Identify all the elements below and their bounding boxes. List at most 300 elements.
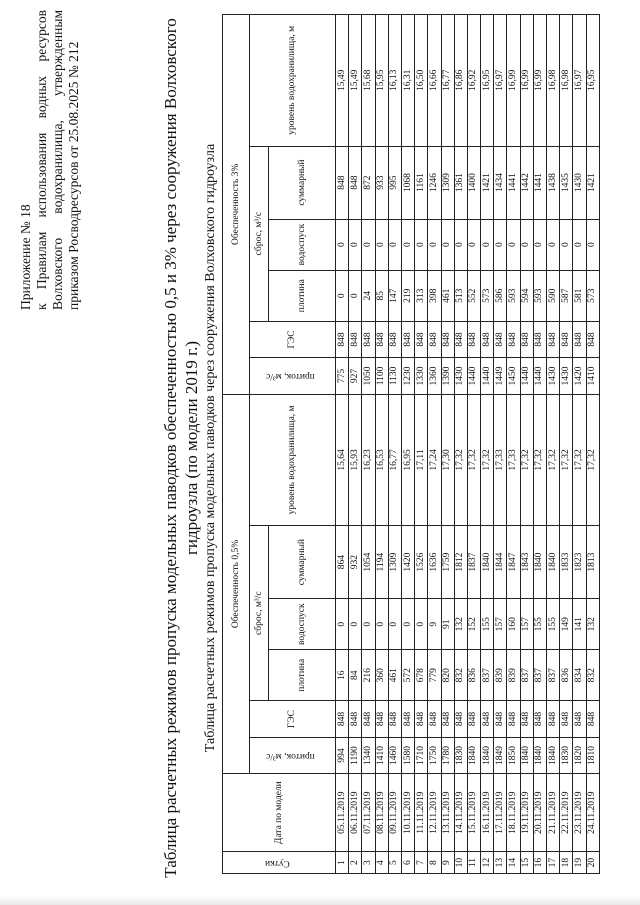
header-p05: Обеспеченность 0,5% [223, 394, 250, 774]
table-cell: 155 [547, 599, 560, 650]
header-dam-a: плотина [269, 650, 336, 701]
table-cell: 17,32 [467, 394, 480, 525]
table-cell: 23.11.2019 [573, 774, 586, 852]
table-cell: 572 [401, 650, 414, 701]
table-cell: 219 [401, 270, 414, 321]
table-cell: 15,49 [349, 15, 362, 147]
table-cell: 18.11.2019 [507, 774, 520, 852]
table-cell: 848 [507, 321, 520, 357]
table-cell: 832 [454, 650, 467, 701]
table-cell: 1636 [428, 526, 441, 599]
table-cell: 848 [415, 321, 428, 357]
table-cell: 16,77 [388, 394, 401, 525]
table-cell: 775 [336, 358, 349, 394]
table-row [560, 15, 573, 874]
table-cell: 848 [573, 321, 586, 357]
table-cell: 1421 [586, 146, 599, 219]
table-cell: 4 [375, 852, 388, 874]
table-cell: 17,32 [520, 394, 533, 525]
table-cell: 1460 [388, 737, 401, 773]
table-cell: 85 [375, 270, 388, 321]
table-cell: 0 [428, 219, 441, 270]
table-cell: 155 [533, 599, 546, 650]
table-cell: 141 [573, 599, 586, 650]
table-cell: 594 [520, 270, 533, 321]
table-cell: 10 [454, 852, 467, 874]
appendix-number: Приложение № 18 [18, 204, 33, 310]
table-cell: 18 [560, 852, 573, 874]
table-cell: 16,23 [362, 394, 375, 525]
table-cell: 09.11.2019 [388, 774, 401, 852]
table-cell: 1837 [467, 526, 480, 599]
table-row [547, 15, 560, 874]
table-cell: 13.11.2019 [441, 774, 454, 852]
table-cell: 848 [573, 701, 586, 737]
table-cell: 1421 [481, 146, 494, 219]
table-cell: 848 [560, 701, 573, 737]
header-dam-b: плотина [269, 270, 336, 321]
table-cell: 1442 [520, 146, 533, 219]
table-cell: 0 [573, 219, 586, 270]
table-cell: 848 [441, 701, 454, 737]
table-cell: 1440 [481, 358, 494, 394]
table-cell: 1840 [481, 526, 494, 599]
table-cell: 837 [520, 650, 533, 701]
table-cell: 16,99 [533, 15, 546, 147]
table-cell: 848 [401, 701, 414, 737]
table-cell: 1130 [388, 358, 401, 394]
table-cell: 590 [547, 270, 560, 321]
table-cell: 16,50 [415, 15, 428, 147]
table-cell: 17.11.2019 [494, 774, 507, 852]
table-cell: 1840 [547, 737, 560, 773]
table-cell: 157 [520, 599, 533, 650]
table-cell: 1840 [533, 737, 546, 773]
table-cell: 848 [336, 701, 349, 737]
table-cell: 10.11.2019 [401, 774, 414, 852]
table-cell: 839 [507, 650, 520, 701]
table-cell: 16,77 [441, 15, 454, 147]
table-cell: 0 [375, 599, 388, 650]
table-cell: 8 [428, 852, 441, 874]
table-cell: 06.11.2019 [349, 774, 362, 852]
table-cell: 1812 [454, 526, 467, 599]
table-cell: 1840 [467, 737, 480, 773]
table-cell: 848 [336, 321, 349, 357]
table-cell: 0 [586, 219, 599, 270]
table-cell: 0 [362, 599, 375, 650]
table-cell: 848 [520, 701, 533, 737]
table-cell: 07.11.2019 [362, 774, 375, 852]
table-row [481, 15, 494, 874]
table-cell: 848 [507, 701, 520, 737]
table-cell: 836 [560, 650, 573, 701]
table-cell: 0 [388, 219, 401, 270]
document-title: Таблица расчетных режимов пропуска модельных паводков обеспеченностью 0,5 и 3% через сооружения Волховского гидроузла (по модели 2019 г.) [161, 18, 201, 878]
table-cell: 1194 [375, 526, 388, 599]
table-body [336, 15, 600, 874]
table-row [507, 15, 520, 874]
table-cell: 848 [481, 701, 494, 737]
table-cell: 0 [349, 270, 362, 321]
table-cell: 1441 [507, 146, 520, 219]
table-cell: 0 [336, 599, 349, 650]
table-cell: 1844 [494, 526, 507, 599]
table-cell: 15,95 [375, 15, 388, 147]
table-cell: 848 [349, 321, 362, 357]
table-cell: 0 [336, 219, 349, 270]
table-cell: 1430 [560, 358, 573, 394]
table-cell: 872 [362, 146, 375, 219]
table-cell: 1435 [560, 146, 573, 219]
table-row [586, 15, 599, 874]
header-date: Дата по модели [223, 774, 336, 852]
table-cell: 848 [388, 321, 401, 357]
table-cell: 12 [481, 852, 494, 874]
appendix-text: к Правилам использования водных ресурсов Волховского водохранилища, утвержденным приказом Росводресурсов от 25.08.2025 № 212 [34, 10, 81, 310]
table-cell: 1840 [547, 526, 560, 599]
table-cell: 1309 [441, 146, 454, 219]
table-cell: 779 [428, 650, 441, 701]
table-cell: 513 [454, 270, 467, 321]
table-cell: 16,95 [481, 15, 494, 147]
header-discharge-b: сброс, м³/с [250, 146, 269, 321]
table-cell: 1430 [547, 358, 560, 394]
table-subtitle: Таблица расчетных режимов пропуска модельных паводков через сооружения Волховского гидроузла [203, 143, 218, 753]
table-cell: 0 [454, 219, 467, 270]
table-cell: 6 [401, 852, 414, 874]
table-cell: 864 [336, 526, 349, 599]
table-cell: 0 [349, 599, 362, 650]
table-cell: 848 [415, 701, 428, 737]
table-cell: 7 [415, 852, 428, 874]
appendix-header [18, 10, 82, 310]
table-cell: 0 [362, 219, 375, 270]
table-cell: 0 [560, 219, 573, 270]
table-row [520, 15, 533, 874]
table-cell: 1449 [494, 358, 507, 394]
table-cell: 15.11.2019 [467, 774, 480, 852]
table-cell: 552 [467, 270, 480, 321]
table-cell: 1847 [507, 526, 520, 599]
table-cell: 0 [415, 219, 428, 270]
table-cell: 848 [362, 321, 375, 357]
table-cell: 848 [375, 321, 388, 357]
table-cell: 461 [441, 270, 454, 321]
table-cell: 0 [467, 219, 480, 270]
table-cell: 1230 [401, 358, 414, 394]
table-cell: 15 [520, 852, 533, 874]
table-cell: 1050 [362, 358, 375, 394]
table-cell: 132 [454, 599, 467, 650]
table-cell: 1190 [349, 737, 362, 773]
table-cell: 848 [533, 701, 546, 737]
table-cell: 17,32 [560, 394, 573, 525]
table-cell: 1450 [507, 358, 520, 394]
table-cell: 16,92 [467, 15, 480, 147]
header-hpp-b: ГЭС [250, 321, 336, 357]
table-cell: 1849 [494, 737, 507, 773]
table-cell: 1820 [573, 737, 586, 773]
table-row [573, 15, 586, 874]
table-cell: 16,53 [375, 394, 388, 525]
table-cell: 16,95 [586, 15, 599, 147]
table-cell: 132 [586, 599, 599, 650]
scan-edge [0, 895, 640, 905]
table-cell: 1340 [362, 737, 375, 773]
table-cell: 0 [349, 219, 362, 270]
table-cell: 848 [349, 146, 362, 219]
table-cell: 848 [336, 146, 349, 219]
table-cell: 1430 [573, 146, 586, 219]
table-cell: 1360 [428, 358, 441, 394]
header-spillway-a: водоспуск [269, 599, 336, 650]
table-cell: 16,98 [547, 15, 560, 147]
table-row [533, 15, 546, 874]
table-cell: 22.11.2019 [560, 774, 573, 852]
table-cell: 848 [494, 321, 507, 357]
table-cell: 848 [494, 701, 507, 737]
table-cell: 848 [547, 321, 560, 357]
table-cell: 08.11.2019 [375, 774, 388, 852]
table-cell: 1840 [533, 526, 546, 599]
table-cell: 0 [388, 599, 401, 650]
table-cell: 834 [573, 650, 586, 701]
table-cell: 155 [481, 599, 494, 650]
table-cell: 1309 [388, 526, 401, 599]
table-cell: 848 [388, 701, 401, 737]
table-cell: 1420 [401, 526, 414, 599]
table-cell: 1361 [454, 146, 467, 219]
table-cell: 1161 [415, 146, 428, 219]
table-cell: 16 [533, 852, 546, 874]
table-cell: 678 [415, 650, 428, 701]
table-cell: 16,86 [454, 15, 467, 147]
table-cell: 837 [547, 650, 560, 701]
table-cell: 848 [441, 321, 454, 357]
table-cell: 15,64 [336, 394, 349, 525]
table-cell: 848 [520, 321, 533, 357]
table-cell: 20.11.2019 [533, 774, 546, 852]
table-cell: 05.11.2019 [336, 774, 349, 852]
header-day: Сутки [223, 852, 336, 874]
table-cell: 1438 [547, 146, 560, 219]
table-cell: 17,32 [533, 394, 546, 525]
table-cell: 848 [586, 701, 599, 737]
table-cell: 1390 [441, 358, 454, 394]
table-cell: 1833 [560, 526, 573, 599]
table-cell: 1580 [401, 737, 414, 773]
table-cell: 17,32 [586, 394, 599, 525]
table-cell: 16,97 [573, 15, 586, 147]
table-cell: 0 [415, 599, 428, 650]
table-row [401, 15, 414, 874]
table-cell: 16,98 [560, 15, 573, 147]
table-cell: 820 [441, 650, 454, 701]
table-cell: 1440 [467, 358, 480, 394]
table-cell: 1813 [586, 526, 599, 599]
table-cell: 9 [428, 599, 441, 650]
table-cell: 17,32 [547, 394, 560, 525]
table-cell: 848 [560, 321, 573, 357]
table-cell: 0 [533, 219, 546, 270]
table-cell: 848 [467, 701, 480, 737]
table-cell: 1830 [454, 737, 467, 773]
table-cell: 1830 [560, 737, 573, 773]
table-cell: 1100 [375, 358, 388, 394]
table-cell: 933 [375, 146, 388, 219]
table-cell: 17,32 [454, 394, 467, 525]
table-cell: 848 [428, 321, 441, 357]
table-cell: 1840 [481, 737, 494, 773]
header-discharge-a: сброс, м³/с [250, 526, 269, 701]
table-row [388, 15, 401, 874]
table-cell: 0 [547, 219, 560, 270]
table-cell: 1759 [441, 526, 454, 599]
table-cell: 586 [494, 270, 507, 321]
table-cell: 1750 [428, 737, 441, 773]
table-cell: 832 [586, 650, 599, 701]
table-cell: 13 [494, 852, 507, 874]
table-cell: 573 [586, 270, 599, 321]
table-cell: 3 [362, 852, 375, 874]
table-cell: 1843 [520, 526, 533, 599]
table-row [349, 15, 362, 874]
table-cell: 848 [401, 321, 414, 357]
table-cell: 848 [467, 321, 480, 357]
table-cell: 16,99 [507, 15, 520, 147]
table-cell: 9 [441, 852, 454, 874]
table-cell: 461 [388, 650, 401, 701]
table-cell: 216 [362, 650, 375, 701]
table-cell: 1840 [520, 737, 533, 773]
table-cell: 17 [547, 852, 560, 874]
table-cell: 1330 [415, 358, 428, 394]
table-cell: 12.11.2019 [428, 774, 441, 852]
table-cell: 16 [336, 650, 349, 701]
table-cell: 593 [533, 270, 546, 321]
table-cell: 848 [533, 321, 546, 357]
table-cell: 17,32 [481, 394, 494, 525]
table-row [415, 15, 428, 874]
table-cell: 17,11 [415, 394, 428, 525]
table-cell: 837 [481, 650, 494, 701]
header-hpp-a: ГЭС [250, 701, 336, 737]
table-cell: 91 [441, 599, 454, 650]
header-total-a: суммарный [269, 526, 336, 599]
table-cell: 14.11.2019 [454, 774, 467, 852]
table-cell: 0 [401, 219, 414, 270]
table-cell: 848 [349, 701, 362, 737]
table-row [428, 15, 441, 874]
table-cell: 149 [560, 599, 573, 650]
table-row [454, 15, 467, 874]
table-cell: 1400 [467, 146, 480, 219]
table-cell: 360 [375, 650, 388, 701]
table-cell: 1823 [573, 526, 586, 599]
table-cell: 0 [520, 219, 533, 270]
table-cell: 1420 [573, 358, 586, 394]
table-cell: 848 [481, 321, 494, 357]
table-cell: 20 [586, 852, 599, 874]
table-cell: 1054 [362, 526, 375, 599]
table-cell: 0 [481, 219, 494, 270]
table-cell: 16,97 [494, 15, 507, 147]
table-cell: 16.11.2019 [481, 774, 494, 852]
table-cell: 927 [349, 358, 362, 394]
table-cell: 1440 [533, 358, 546, 394]
table-cell: 24.11.2019 [586, 774, 599, 852]
table-cell: 16,31 [401, 15, 414, 147]
table-cell: 17,30 [441, 394, 454, 525]
table-cell: 1780 [441, 737, 454, 773]
table-cell: 1410 [586, 358, 599, 394]
table-cell: 0 [507, 219, 520, 270]
table-cell: 160 [507, 599, 520, 650]
table-row [362, 15, 375, 874]
table-cell: 1068 [401, 146, 414, 219]
table-cell: 2 [349, 852, 362, 874]
table-cell: 17,24 [428, 394, 441, 525]
table-cell: 1434 [494, 146, 507, 219]
table-row [494, 15, 507, 874]
table-cell: 398 [428, 270, 441, 321]
table-row [441, 15, 454, 874]
table-cell: 16,99 [520, 15, 533, 147]
table-cell: 1 [336, 852, 349, 874]
table-cell: 19.11.2019 [520, 774, 533, 852]
table-cell: 313 [415, 270, 428, 321]
header-level-b: уровень водохранилища, м [250, 15, 336, 147]
table-cell: 848 [454, 321, 467, 357]
table-cell: 848 [428, 701, 441, 737]
table-cell: 848 [586, 321, 599, 357]
header-inflow-a: приток, м³/с [250, 737, 336, 773]
table-cell: 0 [441, 219, 454, 270]
table-cell: 593 [507, 270, 520, 321]
table-cell: 1850 [507, 737, 520, 773]
table-cell: 1410 [375, 737, 388, 773]
table-cell: 14 [507, 852, 520, 874]
table-cell: 932 [349, 526, 362, 599]
table-cell: 15,93 [349, 394, 362, 525]
table-cell: 17,32 [573, 394, 586, 525]
table-cell: 848 [454, 701, 467, 737]
table-cell: 1710 [415, 737, 428, 773]
header-inflow-b: приток, м³/с [250, 358, 336, 394]
table-cell: 24 [362, 270, 375, 321]
table-cell: 0 [336, 270, 349, 321]
header-total-b: суммарный [269, 146, 336, 219]
table-cell: 1430 [454, 358, 467, 394]
table-cell: 19 [573, 852, 586, 874]
table-row [375, 15, 388, 874]
table-cell: 16,66 [428, 15, 441, 147]
header-spillway-b: водоспуск [269, 219, 336, 270]
table-cell: 147 [388, 270, 401, 321]
table-cell: 5 [388, 852, 401, 874]
table-cell: 848 [362, 701, 375, 737]
table-cell: 836 [467, 650, 480, 701]
table-row [467, 15, 480, 874]
table-cell: 17,33 [494, 394, 507, 525]
header-p3: Обеспеченность 3% [223, 15, 250, 395]
table-cell: 21.11.2019 [547, 774, 560, 852]
table-cell: 15,68 [362, 15, 375, 147]
table-cell: 839 [494, 650, 507, 701]
table-cell: 837 [533, 650, 546, 701]
table-cell: 157 [494, 599, 507, 650]
